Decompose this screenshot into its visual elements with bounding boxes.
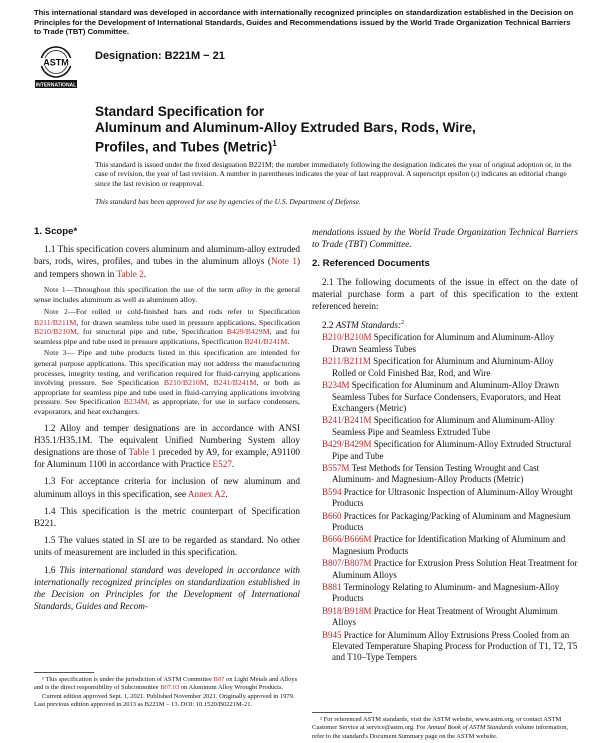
note-3: Note 3— Pipe and tube products listed in this specification are intended for general purpose applications. This specification may not address the manufacturing processes, integrity testing, and verification required for fluid-carrying applications involving pressure. See Specification B210/B210M, B241/B241M, or both as appropriate for seamless pipe and tube used in fluid-carrying applications involving pressure. See Specification B234M, as appropriate, for use in surface condensers, evaporators, and heat exchangers. bbox=[34, 348, 301, 416]
standard-title: Specification for Aluminum and Aluminum-Alloy Rolled or Cold Finished Bar, Rod, and Wire bbox=[332, 356, 554, 378]
footnote-2: ² For referenced ASTM standards, visit the ASTM website, www.astm.org, or contact ASTM Customer Service at service@astm.org. For Annual Book of ASTM Standards volume information, refer to the standard's Document Summary page on the ASTM website. bbox=[312, 716, 569, 740]
page-title bbox=[95, 104, 565, 155]
scope-1-1: 1.1 This specification covers aluminum and aluminum-alloy extruded bars, rods, wires, profiles, and tubes in the aluminum alloys (Note 1) and tempers shown in Table 2. bbox=[34, 244, 301, 279]
designation: Designation: B221M − 21 bbox=[95, 50, 225, 62]
title-footnote-mark: 1 bbox=[272, 138, 277, 148]
note-1: Note 1—Throughout this specification the use of the term alloy in the general sense includes aluminum as well as aluminum alloy. bbox=[34, 284, 300, 305]
standard-code-link[interactable]: B211/B211M bbox=[322, 356, 371, 367]
standard-item bbox=[322, 487, 578, 510]
ref-link-e527[interactable]: E527 bbox=[212, 459, 232, 470]
standard-code-link[interactable]: B210/B210M bbox=[322, 332, 372, 343]
right-column bbox=[312, 226, 578, 665]
standard-code-link[interactable]: B557M bbox=[322, 462, 350, 473]
standard-item bbox=[322, 582, 578, 605]
svg-text:ASTM: ASTM bbox=[43, 57, 69, 68]
standard-title: Practice for Extrusion Press Solution Heat Treatment for Aluminum Alloys bbox=[332, 558, 578, 580]
scope-heading: 1. Scope* bbox=[34, 226, 78, 237]
annex-a2-link[interactable]: Annex A2 bbox=[187, 488, 226, 499]
standard-title: Practices for Packaging/Packing of Aluminum and Magnesium Products bbox=[332, 510, 571, 532]
standard-item bbox=[322, 439, 578, 462]
ref-link-b241-note3[interactable]: B241/B241M bbox=[213, 378, 257, 388]
standards-list bbox=[312, 332, 578, 663]
footnotes-left bbox=[34, 672, 300, 709]
standard-item bbox=[322, 332, 578, 355]
standard-code-link[interactable]: B881 bbox=[322, 582, 342, 593]
title-line-3: Profiles, and Tubes (Metric) bbox=[95, 139, 273, 155]
standard-item bbox=[322, 463, 578, 486]
scope-1-4: 1.4 This specification is the metric counterpart of Specification B221. bbox=[34, 505, 300, 528]
standard-code-link[interactable]: B594 bbox=[322, 486, 342, 497]
footnote-1: ¹ This specification is under the jurisdiction of ASTM Committee B07 on Light Metals and Alloys and is the direct responsibility of Subcommittee B07.03 on Aluminum Alloy Wrought Products. bbox=[34, 676, 298, 692]
standard-item bbox=[322, 534, 578, 557]
ref-link-b210[interactable]: B210/B210M bbox=[34, 327, 77, 337]
scope-1-6-continued: mendations issued by the World Trade Organization Technical Barriers to Trade (TBT) Committee. bbox=[312, 227, 578, 250]
standard-item bbox=[322, 558, 578, 581]
references-2-1: 2.1 The following documents of the issue in effect on the date of material purchase form a part of this specification to the extent referenced herein: bbox=[312, 276, 578, 312]
left-column bbox=[34, 226, 300, 617]
standard-title: Specification for Aluminum and Aluminum-Alloy Drawn Seamless Tubes bbox=[332, 332, 555, 354]
standard-code-link[interactable]: B429/B429M bbox=[322, 439, 372, 450]
scope-1-5: 1.5 The values stated in SI are to be regarded as standard. No other units of measurement are included in this specification. bbox=[34, 535, 300, 558]
scope-1-2: 1.2 Alloy and temper designations are in accordance with ANSI H35.1/H35.1M. The equivalent Unified Numbering System alloy designations are those of Table 1 preceded by A9, for example, A91100 for Aluminum 1100 in accordance with Practice E527. bbox=[34, 422, 301, 470]
ref-link-b210-note3[interactable]: B210/B210M bbox=[163, 378, 207, 388]
standard-code-link[interactable]: B945 bbox=[322, 629, 342, 640]
standard-title: Terminology Relating to Aluminum- and Magnesium-Alloy Products bbox=[332, 582, 560, 604]
standard-code-link[interactable]: B918/B918M bbox=[322, 605, 372, 616]
standard-title: Practice for Aluminum Alloy Extrusions Press Cooled from an Elevated Temperature Shaping Process for Production of T1, T2, T5 and T10–Type Tempers bbox=[332, 629, 578, 663]
footnotes-right bbox=[312, 712, 578, 741]
committee-b07-link[interactable]: B07 bbox=[213, 676, 225, 683]
ref-link-b234m[interactable]: B234M bbox=[123, 397, 148, 407]
standard-item bbox=[322, 356, 578, 379]
tbt-notice: This international standard was developed in accordance with internationally recognized principles on standardization established in the Decision on Principles for the Development of International Standards, Guides and Recommendations issued by the World Trade Organization Technical Barriers to Trade (TBT) Committee. bbox=[34, 8, 574, 37]
standard-code-link[interactable]: B660 bbox=[322, 510, 342, 521]
subcommittee-b07-03-link[interactable]: B07.03 bbox=[160, 684, 180, 692]
standard-title: Practice for Ultrasonic Inspection of Aluminum-Alloy Wrought Products bbox=[332, 486, 573, 509]
svg-text:INTERNATIONAL: INTERNATIONAL bbox=[35, 82, 77, 89]
standard-title: Practice for Heat Treatment of Wrought Aluminum Alloys bbox=[332, 605, 558, 628]
footnote-divider bbox=[34, 672, 94, 673]
standard-item bbox=[322, 511, 578, 534]
standard-title: Specification for Aluminum and Aluminum-Alloy Seamless Pipe and Seamless Extruded Tube bbox=[332, 415, 555, 437]
standard-title: Specification for Aluminum-Alloy Extruded Structural Pipe and Tube bbox=[332, 439, 572, 461]
scope-1-6: 1.6 This international standard was developed in accordance with internationally recognized principles on standardization established in the Decision on Principles for the Development of International Standards, Guides and Recom- bbox=[34, 564, 300, 612]
standard-item bbox=[322, 380, 578, 414]
note-1-link[interactable]: Note 1 bbox=[270, 256, 297, 267]
approval-statement: This standard has been approved for use by agencies of the U.S. Department of Defense. bbox=[95, 197, 361, 206]
references-2-2: 2.2 ASTM Standards:$^2$ bbox=[322, 320, 405, 331]
standard-item bbox=[322, 415, 578, 438]
standard-title: Test Methods for Tension Testing Wrought and Cast Aluminum- and Magnesium-Alloy Products (Metric) bbox=[332, 462, 540, 485]
ref-link-b241[interactable]: B241/B241M bbox=[244, 336, 288, 346]
title-line-2: Aluminum and Aluminum-Alloy Extruded Bars, Rods, Wire, bbox=[95, 119, 476, 135]
standard-title: Practice for Identification Marking of Aluminum and Magnesium Products bbox=[332, 534, 566, 556]
standard-code-link[interactable]: B666/B666M bbox=[322, 534, 372, 545]
standard-code-link[interactable]: B807/B807M bbox=[322, 558, 372, 569]
ref-link-b211[interactable]: B211/B211M bbox=[34, 317, 77, 327]
standard-item bbox=[322, 630, 578, 664]
footnote-1-edition: Current edition approved Sept. 1, 2021. Published November 2021. Originally approved in 1979. Last previous edition approved in 2013 as B221M – 13. DOI: 10.1520/B0221M-21. bbox=[34, 692, 295, 708]
table-2-link[interactable]: Table 2 bbox=[116, 268, 144, 279]
note-2: Note 2—For rolled or cold-finished bars and rods refer to Specification B211/B211M, for drawn seamless tube used in pressure applications, Specification B210/B210M, for structural pipe and tube, Specification B429/B429M, and for seamless pipe and tube used in pressure applications, Specification B241/B241M. bbox=[34, 307, 300, 346]
title-line-1: Standard Specification for bbox=[95, 104, 265, 119]
standard-code-link[interactable]: B234M bbox=[322, 380, 350, 391]
scope-1-3: 1.3 For acceptance criteria for inclusion of new aluminum and aluminum alloys in this specification, see Annex A2. bbox=[34, 476, 300, 499]
standard-code-link[interactable]: B241/B241M bbox=[322, 415, 372, 426]
standard-item bbox=[322, 606, 578, 629]
standard-title: Specification for Aluminum and Aluminum-Alloy Drawn Seamless Tubes for Surface Condensers, Evaporators, and Heat Exchangers (Metric) bbox=[332, 380, 561, 413]
issued-statement: This standard is issued under the fixed designation B221M; the number immediately following the designation indicates the year of original adoption or, in the case of revision, the year of last revision. A number in parentheses indicates the year of last reapproval. A superscript epsilon (ε) indicates an editorial change since the last revision or reapproval. bbox=[95, 160, 572, 188]
references-heading: 2. Referenced Documents bbox=[312, 258, 430, 270]
ref-link-b429[interactable]: B429/B429M bbox=[226, 327, 270, 337]
astm-logo-icon bbox=[34, 44, 78, 90]
table-1-link[interactable]: Table 1 bbox=[128, 446, 157, 457]
footnote-divider-right bbox=[312, 712, 372, 713]
